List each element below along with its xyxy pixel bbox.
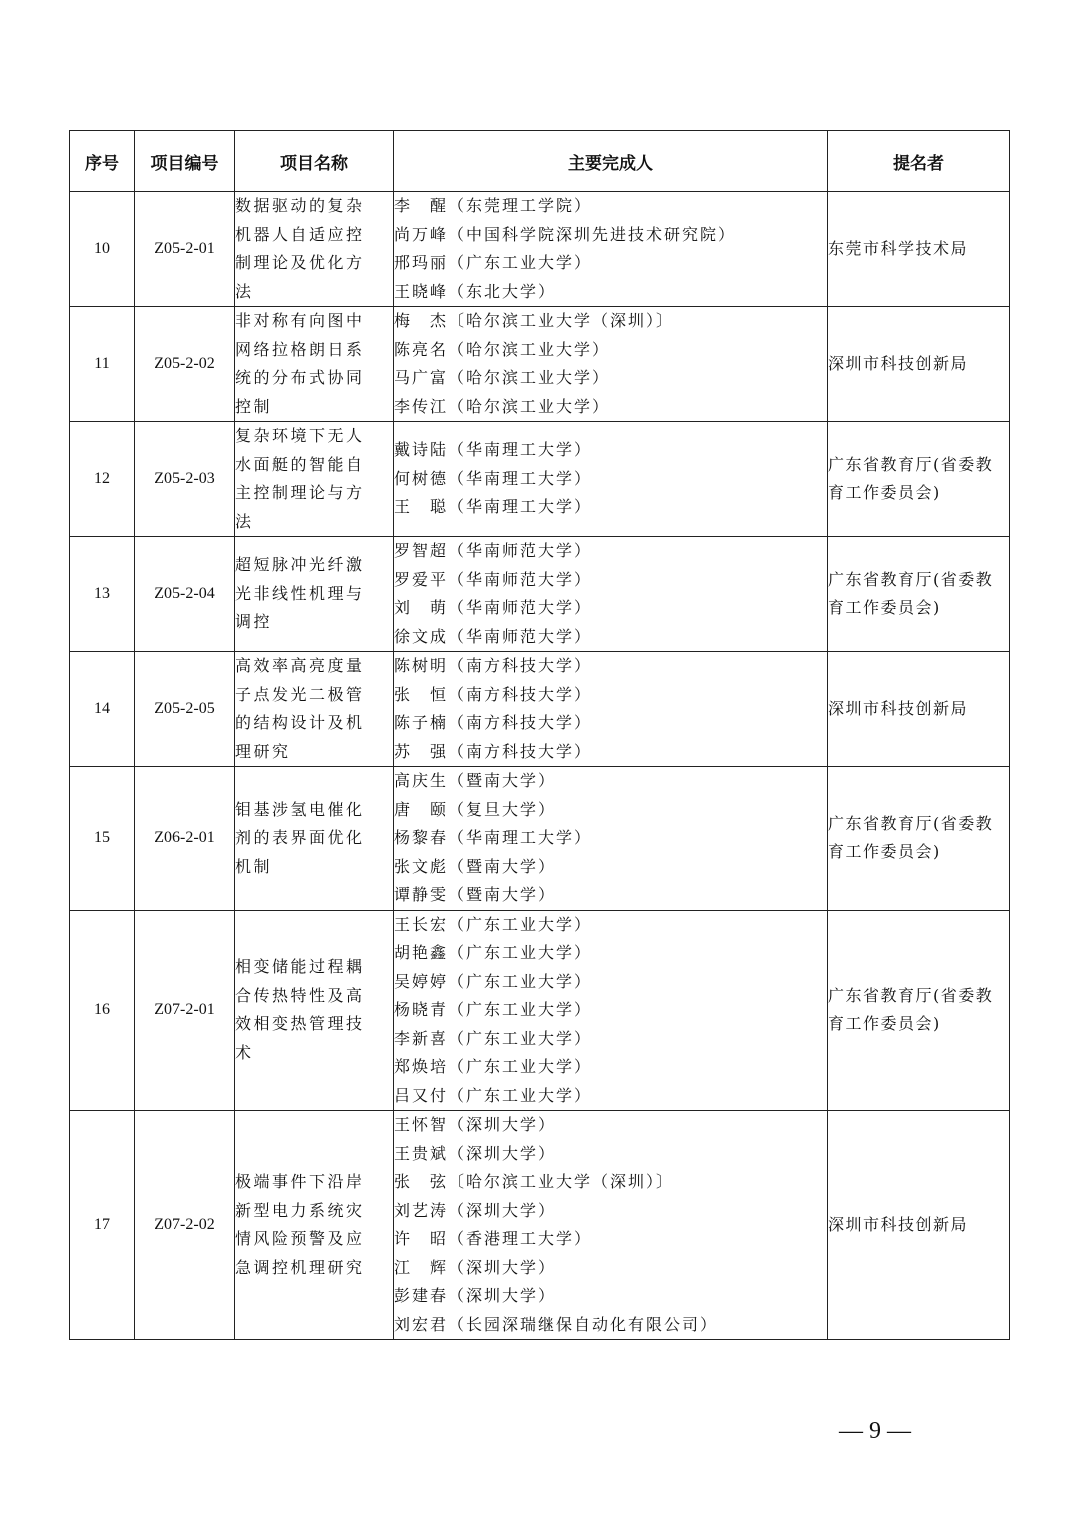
contributor: 陈子楠（南方科技大学） (394, 713, 593, 732)
project-name-line: 新型电力系统灾 (235, 1200, 365, 1220)
contributor: 江 辉（深圳大学） (394, 1257, 557, 1277)
page-number: — 9 — (839, 1418, 911, 1444)
contributor: 谭静雯（暨南大学） (394, 885, 557, 904)
contributor: 陈树明（南方科技大学） (394, 656, 593, 675)
awards-table (69, 130, 1010, 1340)
project-name-line: 复杂环境下无人 (235, 426, 365, 445)
contributor: 郑焕培（广东工业大学） (394, 1057, 593, 1076)
project-name-line: 的结构设计及机 (235, 713, 365, 732)
table-row (70, 307, 1010, 422)
project-name-line: 法 (235, 281, 254, 301)
table-row (70, 192, 1010, 307)
contributor: 王怀智（深圳大学） (394, 1115, 557, 1134)
project-code: Z07-2-01 (135, 910, 235, 1111)
project-name-line: 高效率高亮度量 (235, 656, 365, 675)
project-name-line: 调控 (235, 612, 273, 632)
project-name-line: 效相变热管理技 (235, 1014, 365, 1034)
project-name (235, 1111, 394, 1340)
project-name (235, 192, 394, 307)
project-name-line: 制理论及优化方 (235, 253, 365, 272)
project-name-line: 子点发光二极管 (235, 684, 365, 704)
nominator: 广东省教育厅(省委教育工作委员会) (828, 910, 1010, 1111)
project-name (235, 422, 394, 537)
nominator: 广东省教育厅(省委教育工作委员会) (828, 767, 1010, 911)
nominator: 广东省教育厅(省委教育工作委员会) (828, 537, 1010, 652)
contributor: 戴诗陆（华南理工大学） (394, 440, 593, 460)
table-row (70, 767, 1010, 911)
project-code: Z07-2-02 (135, 1111, 235, 1340)
project-name (235, 910, 394, 1111)
project-name-line: 数据驱动的复杂 (235, 196, 365, 215)
project-name-line: 情风险预警及应 (235, 1229, 365, 1248)
project-code: Z05-2-05 (135, 652, 235, 767)
project-name (235, 537, 394, 652)
contributor: 杨黎春（华南理工大学） (394, 828, 593, 847)
contributor: 李新喜（广东工业大学） (394, 1028, 593, 1048)
main-contributors (394, 307, 828, 422)
project-name-line: 合传热特性及高 (235, 985, 365, 1005)
project-code: Z06-2-01 (135, 767, 235, 911)
contributor: 张文彪（暨南大学） (394, 856, 557, 876)
project-name-line: 法 (235, 511, 254, 531)
project-name-line: 急调控机理研究 (235, 1257, 365, 1277)
main-contributors (394, 1111, 828, 1340)
nominator: 广东省教育厅(省委教育工作委员会) (828, 422, 1010, 537)
project-code: Z05-2-01 (135, 192, 235, 307)
project-name (235, 307, 394, 422)
serial-number: 17 (70, 1111, 135, 1340)
main-contributors (394, 192, 828, 307)
contributor: 胡艳鑫（广东工业大学） (394, 943, 593, 962)
header-nominator: 提名者 (828, 131, 1010, 192)
table-header-row (70, 131, 1010, 192)
table-row (70, 537, 1010, 652)
project-name-line: 相变储能过程耦 (235, 957, 365, 977)
contributor: 罗智超（华南师范大学） (394, 541, 593, 560)
project-code: Z05-2-04 (135, 537, 235, 652)
nominator: 深圳市科技创新局 (828, 652, 1010, 767)
header-serial: 序号 (70, 131, 135, 192)
contributor: 李 醒（东莞理工学院） (394, 196, 593, 215)
nominator: 深圳市科技创新局 (828, 307, 1010, 422)
project-name-line: 机器人自适应控 (235, 224, 365, 244)
project-name-line: 理研究 (235, 741, 291, 761)
serial-number: 10 (70, 192, 135, 307)
contributor: 高庆生（暨南大学） (394, 771, 557, 790)
contributor: 李传江（哈尔滨工业大学） (394, 396, 611, 416)
contributor: 尚万峰（中国科学院深圳先进技术研究院） (394, 224, 737, 244)
table-body (70, 192, 1010, 1340)
project-name-line: 剂的表界面优化 (235, 828, 365, 847)
project-name-line: 统的分布式协同 (235, 368, 365, 387)
contributor: 王晓峰（东北大学） (394, 281, 557, 301)
project-name-line: 超短脉冲光纤激 (235, 555, 365, 575)
main-contributors (394, 652, 828, 767)
nominator: 深圳市科技创新局 (828, 1111, 1010, 1340)
contributor: 吴婷婷（广东工业大学） (394, 971, 593, 991)
contributor: 王长宏（广东工业大学） (394, 914, 593, 934)
nominator: 东莞市科学技术局 (828, 192, 1010, 307)
contributor: 张 弦〔哈尔滨工业大学（深圳）〕 (394, 1172, 675, 1191)
project-name-line: 控制 (235, 396, 273, 416)
header-project-code: 项目编号 (135, 131, 235, 192)
contributor: 刘艺涛（深圳大学） (394, 1200, 557, 1220)
contributor: 唐 颐（复旦大学） (394, 799, 557, 819)
contributor: 罗爱平（华南师范大学） (394, 569, 593, 589)
project-name-line: 非对称有向图中 (235, 311, 365, 330)
contributor: 许 昭（香港理工大学） (394, 1229, 593, 1248)
main-contributors (394, 422, 828, 537)
contributor: 梅 杰〔哈尔滨工业大学（深圳）〕 (394, 311, 675, 330)
project-code: Z05-2-03 (135, 422, 235, 537)
contributor: 杨晓青（广东工业大学） (394, 1000, 593, 1019)
contributor: 陈亮名（哈尔滨工业大学） (394, 339, 611, 359)
serial-number: 12 (70, 422, 135, 537)
contributor: 王 聪（华南理工大学） (394, 497, 593, 517)
project-name-line: 极端事件下沿岸 (235, 1172, 365, 1191)
contributor: 马广富（哈尔滨工业大学） (394, 368, 611, 387)
contributor: 邢玛丽（广东工业大学） (394, 253, 593, 272)
serial-number: 11 (70, 307, 135, 422)
project-name (235, 652, 394, 767)
contributor: 王贵斌（深圳大学） (394, 1143, 557, 1163)
contributor: 徐文成（华南师范大学） (394, 626, 593, 646)
header-project-name: 项目名称 (235, 131, 394, 192)
main-contributors (394, 910, 828, 1111)
serial-number: 14 (70, 652, 135, 767)
contributor: 吕又付（广东工业大学） (394, 1085, 593, 1105)
contributor: 刘宏君（长园深瑞继保自动化有限公司） (394, 1314, 719, 1334)
project-name-line: 主控制理论与方 (235, 483, 365, 502)
project-code: Z05-2-02 (135, 307, 235, 422)
serial-number: 15 (70, 767, 135, 911)
project-name-line: 水面艇的智能自 (235, 454, 365, 474)
project-name (235, 767, 394, 911)
table-row (70, 1111, 1010, 1340)
contributor: 刘 萌（华南师范大学） (394, 598, 593, 617)
contributor: 彭建春（深圳大学） (394, 1286, 557, 1305)
main-contributors (394, 537, 828, 652)
table-row (70, 652, 1010, 767)
project-name-line: 网络拉格朗日系 (235, 339, 365, 359)
project-name-line: 术 (235, 1042, 254, 1062)
table-row (70, 910, 1010, 1111)
contributor: 苏 强（南方科技大学） (394, 741, 593, 761)
header-main-contributors: 主要完成人 (394, 131, 828, 192)
serial-number: 13 (70, 537, 135, 652)
serial-number: 16 (70, 910, 135, 1111)
project-name-line: 钼基涉氢电催化 (235, 799, 365, 819)
contributor: 何树德（华南理工大学） (394, 468, 593, 488)
contributor: 张 恒（南方科技大学） (394, 684, 593, 704)
project-name-line: 机制 (235, 856, 273, 876)
main-contributors (394, 767, 828, 911)
project-name-line: 光非线性机理与 (235, 583, 365, 603)
table-row (70, 422, 1010, 537)
